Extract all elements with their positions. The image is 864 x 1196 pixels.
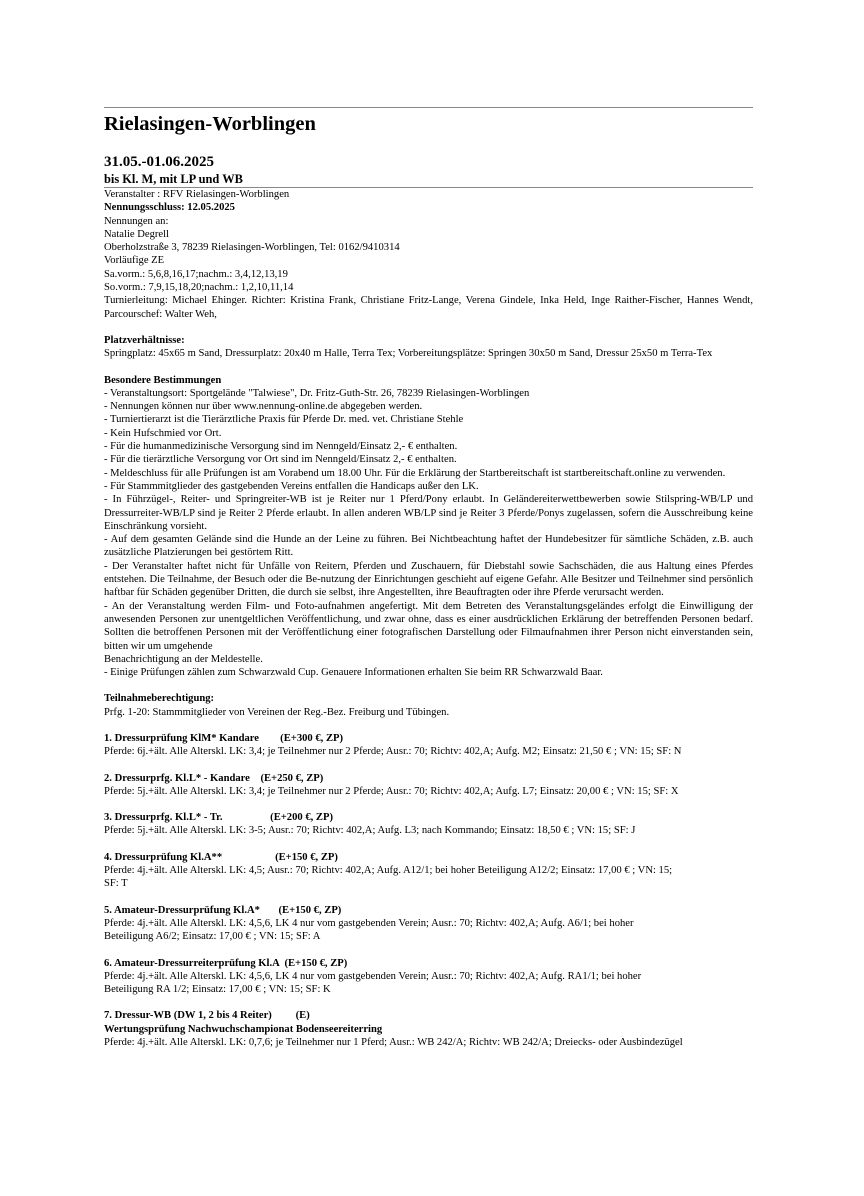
competition-4-details: Pferde: 4j.+ält. Alle Alterskl. LK: 4,5; Ausr.: 70; Richtv: 402,A; Aufg. A12/1; bei hoher Beteiligung A12/2; Einsatz: 17,00 € ; VN: 15; (104, 865, 673, 877)
contact-address: Oberholzstraße 3, 78239 Rielasingen-Worblingen, Tel: 0162/9410314 (104, 242, 400, 254)
top-rule (104, 107, 753, 108)
competition-2-title: 2. Dressurprfg. Kl.L* - Kandare (E+250 €, ZP) (104, 772, 324, 784)
list-item: - Meldeschluss für alle Prüfungen ist am Vorabend um 18.00 Uhr. Für die Erklärung der Startbereitschaft ist startbereitschaft.online zu verwenden. (104, 467, 726, 479)
list-item: - Veranstaltungsort: Sportgelände "Talwiese", Dr. Fritz-Guth-Str. 26, 78239 Rielasingen-Worblingen (104, 387, 530, 399)
teilnahme-heading: Teilnahmeberechtigung: (104, 693, 215, 705)
list-item: Benachrichtigung an der Meldestelle. (104, 653, 263, 665)
list-item: - Für Stammmitglieder des gastgebenden Vereins entfallen die Handicaps außer den LK. (104, 480, 479, 492)
list-item: - An der Veranstaltung werden Film- und Foto-aufnahmen angefertigt. Mit dem Betreten des Veranstaltungsgeländes erfolgt die Einwilligung der anwesenden Personen zur unentgeltlichen Veröffentlichung, und zwar ohne, dass es einer ausdrücklichen Erklärung der betreffenden Personen bedarf. Sollten die betroffenen Personen mit der Veröffentlichung einer fotografischen Darstellung oder Filmaufnahmen ihrer Person nicht einverstanden sein, bitten wir um umgehende (104, 600, 753, 652)
competition-4-title: 4. Dressurprüfung Kl.A** (E+150 €, ZP) (104, 851, 338, 863)
turnierleitung: Turnierleitung: Michael Ehinger. Richter: Kristina Frank, Christiane Fritz-Lange, Verena Gindele, Inka Held, Inge Raither-Fischer, Hannes Wendt, Parcourschef: Walter Weh, (104, 295, 753, 320)
competition-5-details: Pferde: 4j.+ält. Alle Alterskl. LK: 4,5,6, LK 4 nur vom gastgebenden Verein; Ausr.: 70; Richtv: 402,A; Aufg. A6/1; bei hoher (104, 917, 634, 929)
document-page (104, 107, 753, 1049)
competition-4-details: SF: T (104, 878, 128, 890)
bestimmungen-heading: Besondere Bestimmungen (104, 374, 222, 386)
competition-3-title: 3. Dressurprfg. Kl.L* - Tr. (E+200 €, ZP) (104, 812, 333, 824)
competition-5-details: Beteiligung A6/2; Einsatz: 17,00 € ; VN: 15; SF: A (104, 931, 321, 943)
veranstalter: Veranstalter : RFV Rielasingen-Worblingen (104, 189, 290, 200)
list-item: - Einige Prüfungen zählen zum Schwarzwald Cup. Genauere Informationen erhalten Sie beim RR Schwarzwald Baar. (104, 667, 603, 679)
competition-6-title: 6. Amateur-Dressurreiterprüfung Kl.A (E+150 €, ZP) (104, 957, 348, 969)
schedule-saturday: Sa.vorm.: 5,6,8,16,17;nachm.: 3,4,12,13,19 (104, 268, 288, 280)
bestimmungen-list (104, 387, 753, 680)
list-item: - Nennungen können nur über www.nennung-online.de abgegeben werden. (104, 401, 423, 413)
competition-3-details: Pferde: 5j.+ält. Alle Alterskl. LK: 3-5; Ausr.: 70; Richtv: 402,A; Aufg. L3; nach Kommando; Einsatz: 18,50 € ; VN: 15; SF: J (104, 825, 636, 837)
event-subtitle: bis Kl. M, mit LP und WB (104, 172, 243, 186)
vorlaeufige-ze: Vorläufige ZE (104, 255, 165, 267)
competition-7-details: Pferde: 4j.+ält. Alle Alterskl. LK: 0,7,6; je Teilnehmer nur 1 Pferd; Ausr.: WB 242/A; Richtv: WB 242/A; Dreiecks- oder Ausbindezügel (104, 1037, 683, 1049)
list-item: - Für die humanmedizinische Versorgung sind im Nenngeld/Einsatz 2,- € enthalten. (104, 441, 458, 453)
event-date: 31.05.-01.06.2025 (104, 154, 214, 170)
list-item: - Kein Hufschmied vor Ort. (104, 427, 222, 439)
platz-heading: Platzverhältnisse: (104, 334, 185, 346)
event-title: Rielasingen-Worblingen (104, 113, 316, 135)
teilnahme-text: Prfg. 1-20: Stammmitglieder von Vereinen der Reg.-Bez. Freiburg und Tübingen. (104, 706, 450, 718)
schedule-sunday: So.vorm.: 7,9,15,18,20;nachm.: 1,2,10,11,14 (104, 282, 294, 294)
competition-2-details: Pferde: 5j.+ält. Alle Alterskl. LK: 3,4; je Teilnehmer nur 2 Pferde; Ausr.: 70; Richtv: 402,A; Aufg. L7; Einsatz: 20,00 € ; VN: 15; SF: X (104, 785, 679, 797)
competition-6-details: Beteiligung RA 1/2; Einsatz: 17,00 € ; VN: 15; SF: K (104, 984, 331, 996)
competition-7-subtitle: Wertungsprüfung Nachwuchschampionat Bodenseereiterring (104, 1023, 383, 1035)
competition-6-details: Pferde: 4j.+ält. Alle Alterskl. LK: 4,5,6, LK 4 nur vom gastgebenden Verein; Ausr.: 70; Richtv: 402,A; Aufg. RA1/1; bei hoher (104, 970, 642, 982)
list-item: - Turniertierarzt ist die Tierärztliche Praxis für Pferde Dr. med. vet. Christiane Stehle (104, 414, 464, 426)
competition-5-title: 5. Amateur-Dressurprüfung Kl.A* (E+150 €, ZP) (104, 904, 342, 916)
nennungsschluss: Nennungsschluss: 12.05.2025 (104, 202, 235, 214)
competition-1-title: 1. Dressurprüfung KlM* Kandare (E+300 €, ZP) (104, 732, 344, 744)
list-item: - Der Veranstalter haftet nicht für Unfälle von Reitern, Pferden und Zuschauern, für Diebstahl sowie Sachschäden, die aus Haltung eines Pferdes entstehen. Die Teilnahme, der Besuch oder die Be-nutzung der Einrichtungen geschieht auf eigene Gefahr. Alle Besitzer und Teilnehmer sind persönlich haftbar für Schäden gegenüber Dritten, die durch sie selbst, ihre Angestellten, ihre Beauftragten oder ihre Pferde verursacht werden. (104, 560, 753, 599)
competition-1-details: Pferde: 6j.+ält. Alle Alterskl. LK: 3,4; je Teilnehmer nur 2 Pferde; Ausr.: 70; Richtv: 402,A; Aufg. M2; Einsatz: 21,50 € ; VN: 15; SF: N (104, 746, 682, 758)
list-item: - Auf dem gesamten Gelände sind die Hunde an der Leine zu führen. Bei Nichtbeachtung haftet der Hundebesitzer für sämtliche Schäden, z.B. auch zusätzliche Platzierungen bei gestörtem Ritt. (104, 534, 753, 559)
platz-text: Springplatz: 45x65 m Sand, Dressurplatz: 20x40 m Halle, Terra Tex; Vorbereitungsplätze: Springen 30x50 m Sand, Dressur 25x50 m Terra-Tex (104, 348, 713, 360)
list-item: - In Führzügel-, Reiter- und Springreiter-WB ist je Reiter nur 1 Pferd/Pony erlaubt. In Geländereiterwettbewerben sowie Stilspring-WB/LP und Dressurreiter-WB/LP sind je Reiter 2 Pferde erlaubt. In allen anderen WB/LP sind je Reiter 3 Pferde/Ponys zugelassen, sofern die Ausschreibung keine Einschränkung vorsieht. (104, 494, 753, 532)
contact-name: Natalie Degrell (104, 228, 170, 240)
competition-7-title: 7. Dressur-WB (DW 1, 2 bis 4 Reiter) (E) (104, 1010, 310, 1022)
list-item: - Für die tierärztliche Versorgung vor Ort sind im Nenngeld/Einsatz 2,- € enthalten. (104, 454, 457, 466)
nennungen-an: Nennungen an: (104, 215, 169, 227)
